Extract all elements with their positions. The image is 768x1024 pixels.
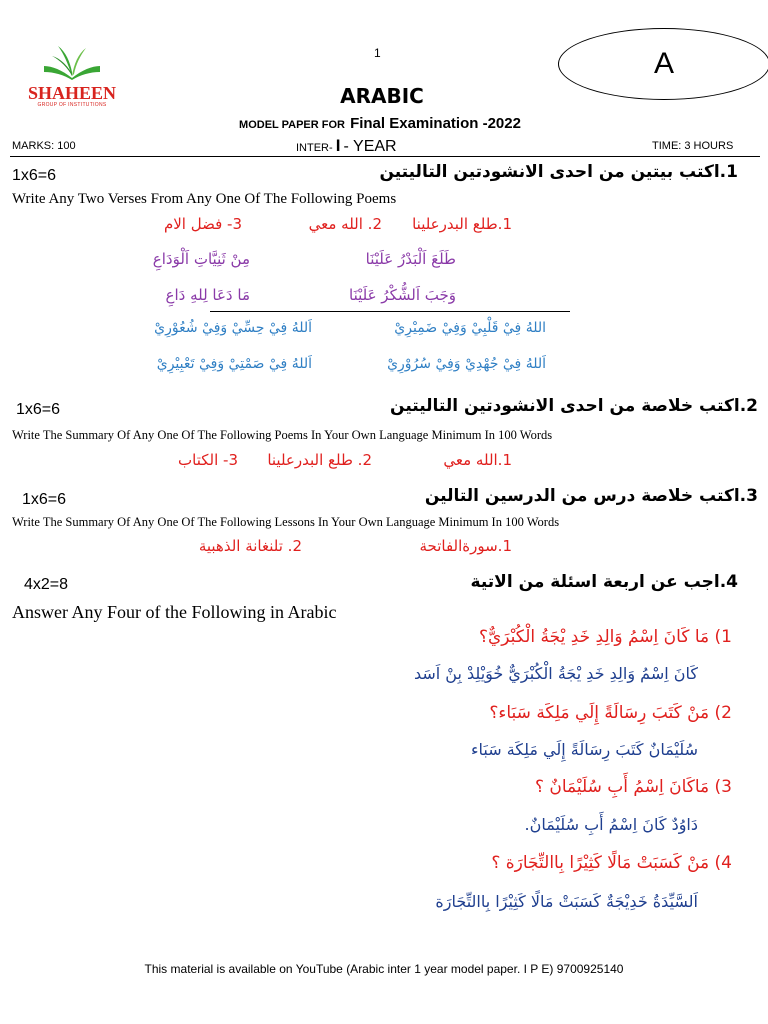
set-oval [558,28,768,100]
q3-option-1: 1.سورةالفاتحة [419,537,512,555]
poem1-line-2b: مَا دَعَا لِلهِ دَاعِ [165,286,250,304]
logo-tagline: GROUP OF INSTITUTIONS [37,102,107,108]
q4-question-2: 2) مَنْ كَتَبَ رِسَالَةً إِلَي مَلِكَة سَبَاء؟ [489,703,732,723]
q1-english: Write Any Two Verses From Any One Of The Following Poems [12,191,397,207]
q4-answer-3: دَاوُدٌ كَانَ اِسْمُ أَبِ سُلَيْمَانٌ. [524,815,698,834]
poem2-line-1b: اَللهُ فِيْ حِسِّيْ وَفِيْ شُعُوْرِيْ [154,320,312,336]
q4-answer-2: سُلَيْمَانٌ كَتَبَ رِسَالَةً إِلَي مَلِكَة سَبَاء [470,740,698,759]
q4-question-3: 3) مَاكَانَ اِسْمُ أَبِ سُلَيْمَانٌ ؟ [534,777,732,797]
poem1-line-1b: مِنْ ثَنِيَّاتِ اَلْوَدَاعِ [152,250,250,268]
time-label: TIME: 3 HOURS [652,140,734,152]
q4-question-4: 4) مَنْ كَسَبَتْ مَالًا كَثِيْرًا بِاالتِّجَارَة ؟ [491,853,732,873]
marks-label: MARKS: 100 [12,140,76,152]
q1-option-3: 3- فضل الام [163,215,242,233]
q3-heading: 3.اكتب خلاصة درس من الدرسين التالين [424,486,758,506]
q2-heading: 2.اكتب خلاصة من احدى الانشودتين التاليتين [390,396,758,416]
poem2-line-2a: اَللهُ فِيْ جُهْدِيْ وَفِيْ سُرُوْرِيْ [387,356,546,372]
q2-marks: 1x6=6 [16,401,61,418]
inter-year [296,136,397,156]
exam-subtitle [190,113,570,132]
page-title: ARABIC [340,84,424,108]
q4-marks: 4x2=8 [24,576,69,593]
set-label: A [653,47,674,80]
page-number: 1 [374,46,381,60]
q1-marks: 1x6=6 [12,167,57,184]
year-text: - YEAR [343,138,397,155]
year-numeral: I [335,136,341,155]
poem1-line-1a: طَلَعَ اَلْبَدْرُ عَلَيْنَا [365,250,456,268]
q2-option-3: 3- الكتاب [178,451,238,469]
book-bird-icon [22,42,122,82]
header-divider [10,156,760,157]
inter-label: INTER- [296,142,333,154]
poem-divider [210,311,570,312]
q1-option-2: 2. الله معي [308,215,382,233]
subtitle-large: Final Examination -2022 [350,115,521,132]
poem2-line-1a: اللهُ فِيْ قَلْبِيْ وَفِيْ ضَمِيْرِيْ [394,320,546,336]
q4-question-1: 1) مَا كَانَ اِسْمُ وَالِدِ خَدِ يْجَةُ الْكُبْرَيٌّ؟ [478,627,732,647]
q3-option-2: 2. تلنغانة الذهبية [198,537,302,555]
logo-name: SHAHEEN [27,83,117,103]
q2-option-1: 1.الله معي [443,451,512,469]
q2-option-2: 2. طلع البدرعلينا [267,451,372,469]
q4-heading: 4.اجب عن اربعة اسئلة من الاتية [470,572,738,592]
q4-answer-4: اَلسَّيِّدَةُ خَدِيْجَةٌ كَسَبَتْ مَالًا كَثِيْرًا بِاالتِّجَارَة [435,892,698,911]
q4-answer-1: كَانَ اِسْمُ وَالِدِ خَدِ يْجَةُ الْكُبْرَيٌّ خُوَيْلِدْ بِنْ اَسَد [413,664,698,683]
poem1-line-2a: وَجَبَ اَلشُّكْرُ عَلَيْنَا [349,286,456,304]
q2-english: Write The Summary Of Any One Of The Following Poems In Your Own Language Minimum In 100 Words [12,428,553,442]
logo [22,42,122,106]
q4-english: Answer Any Four of the Following in Arabic [12,602,337,622]
q1-heading: 1.اكتب بيتين من احدى الانشودتين التاليتين [379,162,738,182]
q1-option-1: 1.طلع البدرعلينا [412,215,512,233]
subtitle-small: MODEL PAPER FOR [239,119,345,131]
footer-note: This material is available on YouTube (Arabic inter 1 year model paper. I P E) 9700925140 [144,962,624,976]
q3-english: Write The Summary Of Any One Of The Following Lessons In Your Own Language Minimum In 100 Words [12,515,560,529]
poem2-line-2b: اَللهُ فِيْ صَمْتِيْ وَفِيْ تَعْبِيْرِيْ [156,356,312,372]
q3-marks: 1x6=6 [22,491,67,508]
